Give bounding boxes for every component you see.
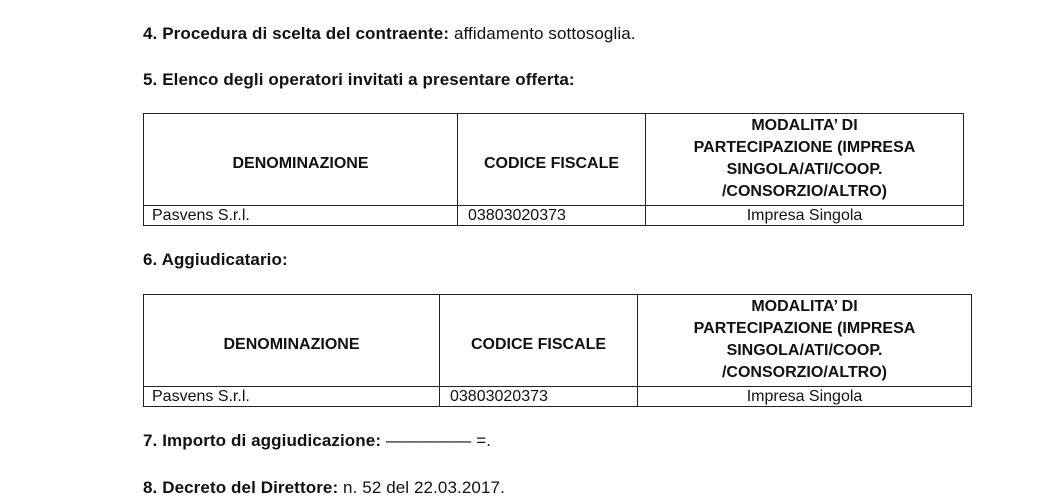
- item-4-value: affidamento sottosoglia.: [449, 24, 636, 43]
- cell-codice-fiscale: 03803020373: [440, 387, 638, 407]
- item-6-label: 6. Aggiudicatario:: [143, 250, 288, 269]
- header-modalita: [646, 114, 964, 206]
- invited-operators-table: [143, 113, 964, 226]
- cell-codice-fiscale: 03803020373: [458, 206, 646, 226]
- item-8-value: n. 52 del 22.03.2017.: [338, 478, 505, 497]
- header-denominazione: DENOMINAZIONE: [144, 114, 458, 206]
- item-7-value: ————— =.: [381, 431, 492, 450]
- cell-modalita: Impresa Singola: [646, 206, 964, 226]
- header-modalita-line: MODALITA’ DI: [751, 298, 858, 315]
- cell-modalita: Impresa Singola: [638, 387, 972, 407]
- table-header-row: [144, 114, 964, 206]
- header-codice-fiscale: CODICE FISCALE: [458, 114, 646, 206]
- item-7-award-amount: [143, 431, 491, 451]
- item-4-procedure: [143, 24, 636, 44]
- header-denominazione: DENOMINAZIONE: [144, 295, 440, 387]
- item-6-winner: [143, 250, 288, 270]
- item-5-label: 5. Elenco degli operatori invitati a presentare offerta:: [143, 70, 575, 89]
- winner-table: [143, 294, 972, 407]
- item-7-label: 7. Importo di aggiudicazione:: [143, 431, 382, 450]
- table-header-row: [144, 295, 972, 387]
- item-8-director-decree: [143, 478, 505, 498]
- cell-denominazione: Pasvens S.r.l.: [144, 387, 440, 407]
- header-modalita-line: SINGOLA/ATI/COOP.: [726, 342, 883, 359]
- header-modalita-line: /CONSORZIO/ALTRO): [721, 183, 888, 200]
- table-row: [144, 387, 972, 407]
- header-modalita: [638, 295, 972, 387]
- item-8-label: 8. Decreto del Direttore:: [143, 478, 339, 497]
- header-modalita-line: MODALITA’ DI: [751, 117, 858, 134]
- table-row: [144, 206, 964, 226]
- item-4-label: 4. Procedura di scelta del contraente:: [143, 24, 450, 43]
- cell-denominazione: Pasvens S.r.l.: [144, 206, 458, 226]
- item-5-invited-operators: [143, 70, 575, 90]
- header-modalita-line: PARTECIPAZIONE (IMPRESA: [693, 320, 916, 337]
- header-modalita-line: PARTECIPAZIONE (IMPRESA: [693, 139, 916, 156]
- header-modalita-line: /CONSORZIO/ALTRO): [721, 364, 888, 381]
- header-codice-fiscale: CODICE FISCALE: [440, 295, 638, 387]
- header-modalita-line: SINGOLA/ATI/COOP.: [726, 161, 883, 178]
